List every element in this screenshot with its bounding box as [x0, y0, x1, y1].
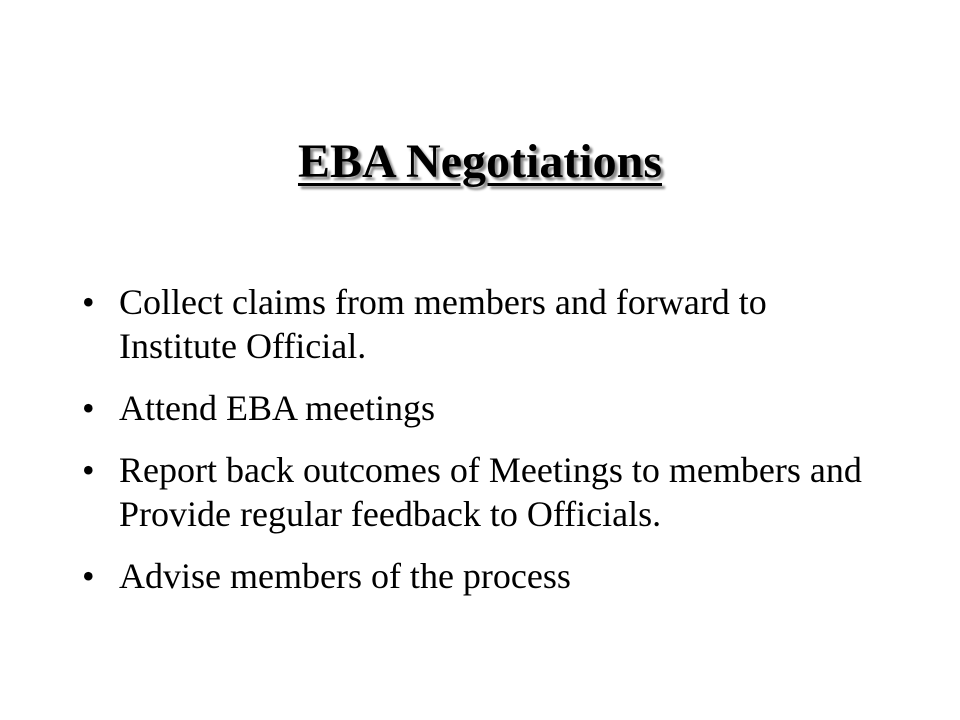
bullet-dot-icon: •: [82, 388, 95, 428]
bullet-list: [82, 280, 882, 616]
bullet-item-collect-claims: [82, 280, 882, 368]
bullet-dot-icon: •: [82, 450, 95, 490]
bullet-dot-icon: •: [82, 282, 95, 322]
bullet-item-advise-members: [82, 554, 882, 598]
bullet-text: Advise members of the process: [119, 556, 571, 596]
bullet-item-report-back: [82, 448, 882, 536]
bullet-dot-icon: •: [82, 556, 95, 596]
bullet-item-attend-meetings: [82, 386, 882, 430]
bullet-text: Report back outcomes of Meetings to members and Provide regular feedback to Officials.: [119, 450, 862, 534]
bullet-text: Attend EBA meetings: [119, 388, 435, 428]
slide-title: EBA Negotiations: [297, 135, 663, 188]
bullet-text: Collect claims from members and forward to Institute Official.: [119, 282, 767, 366]
